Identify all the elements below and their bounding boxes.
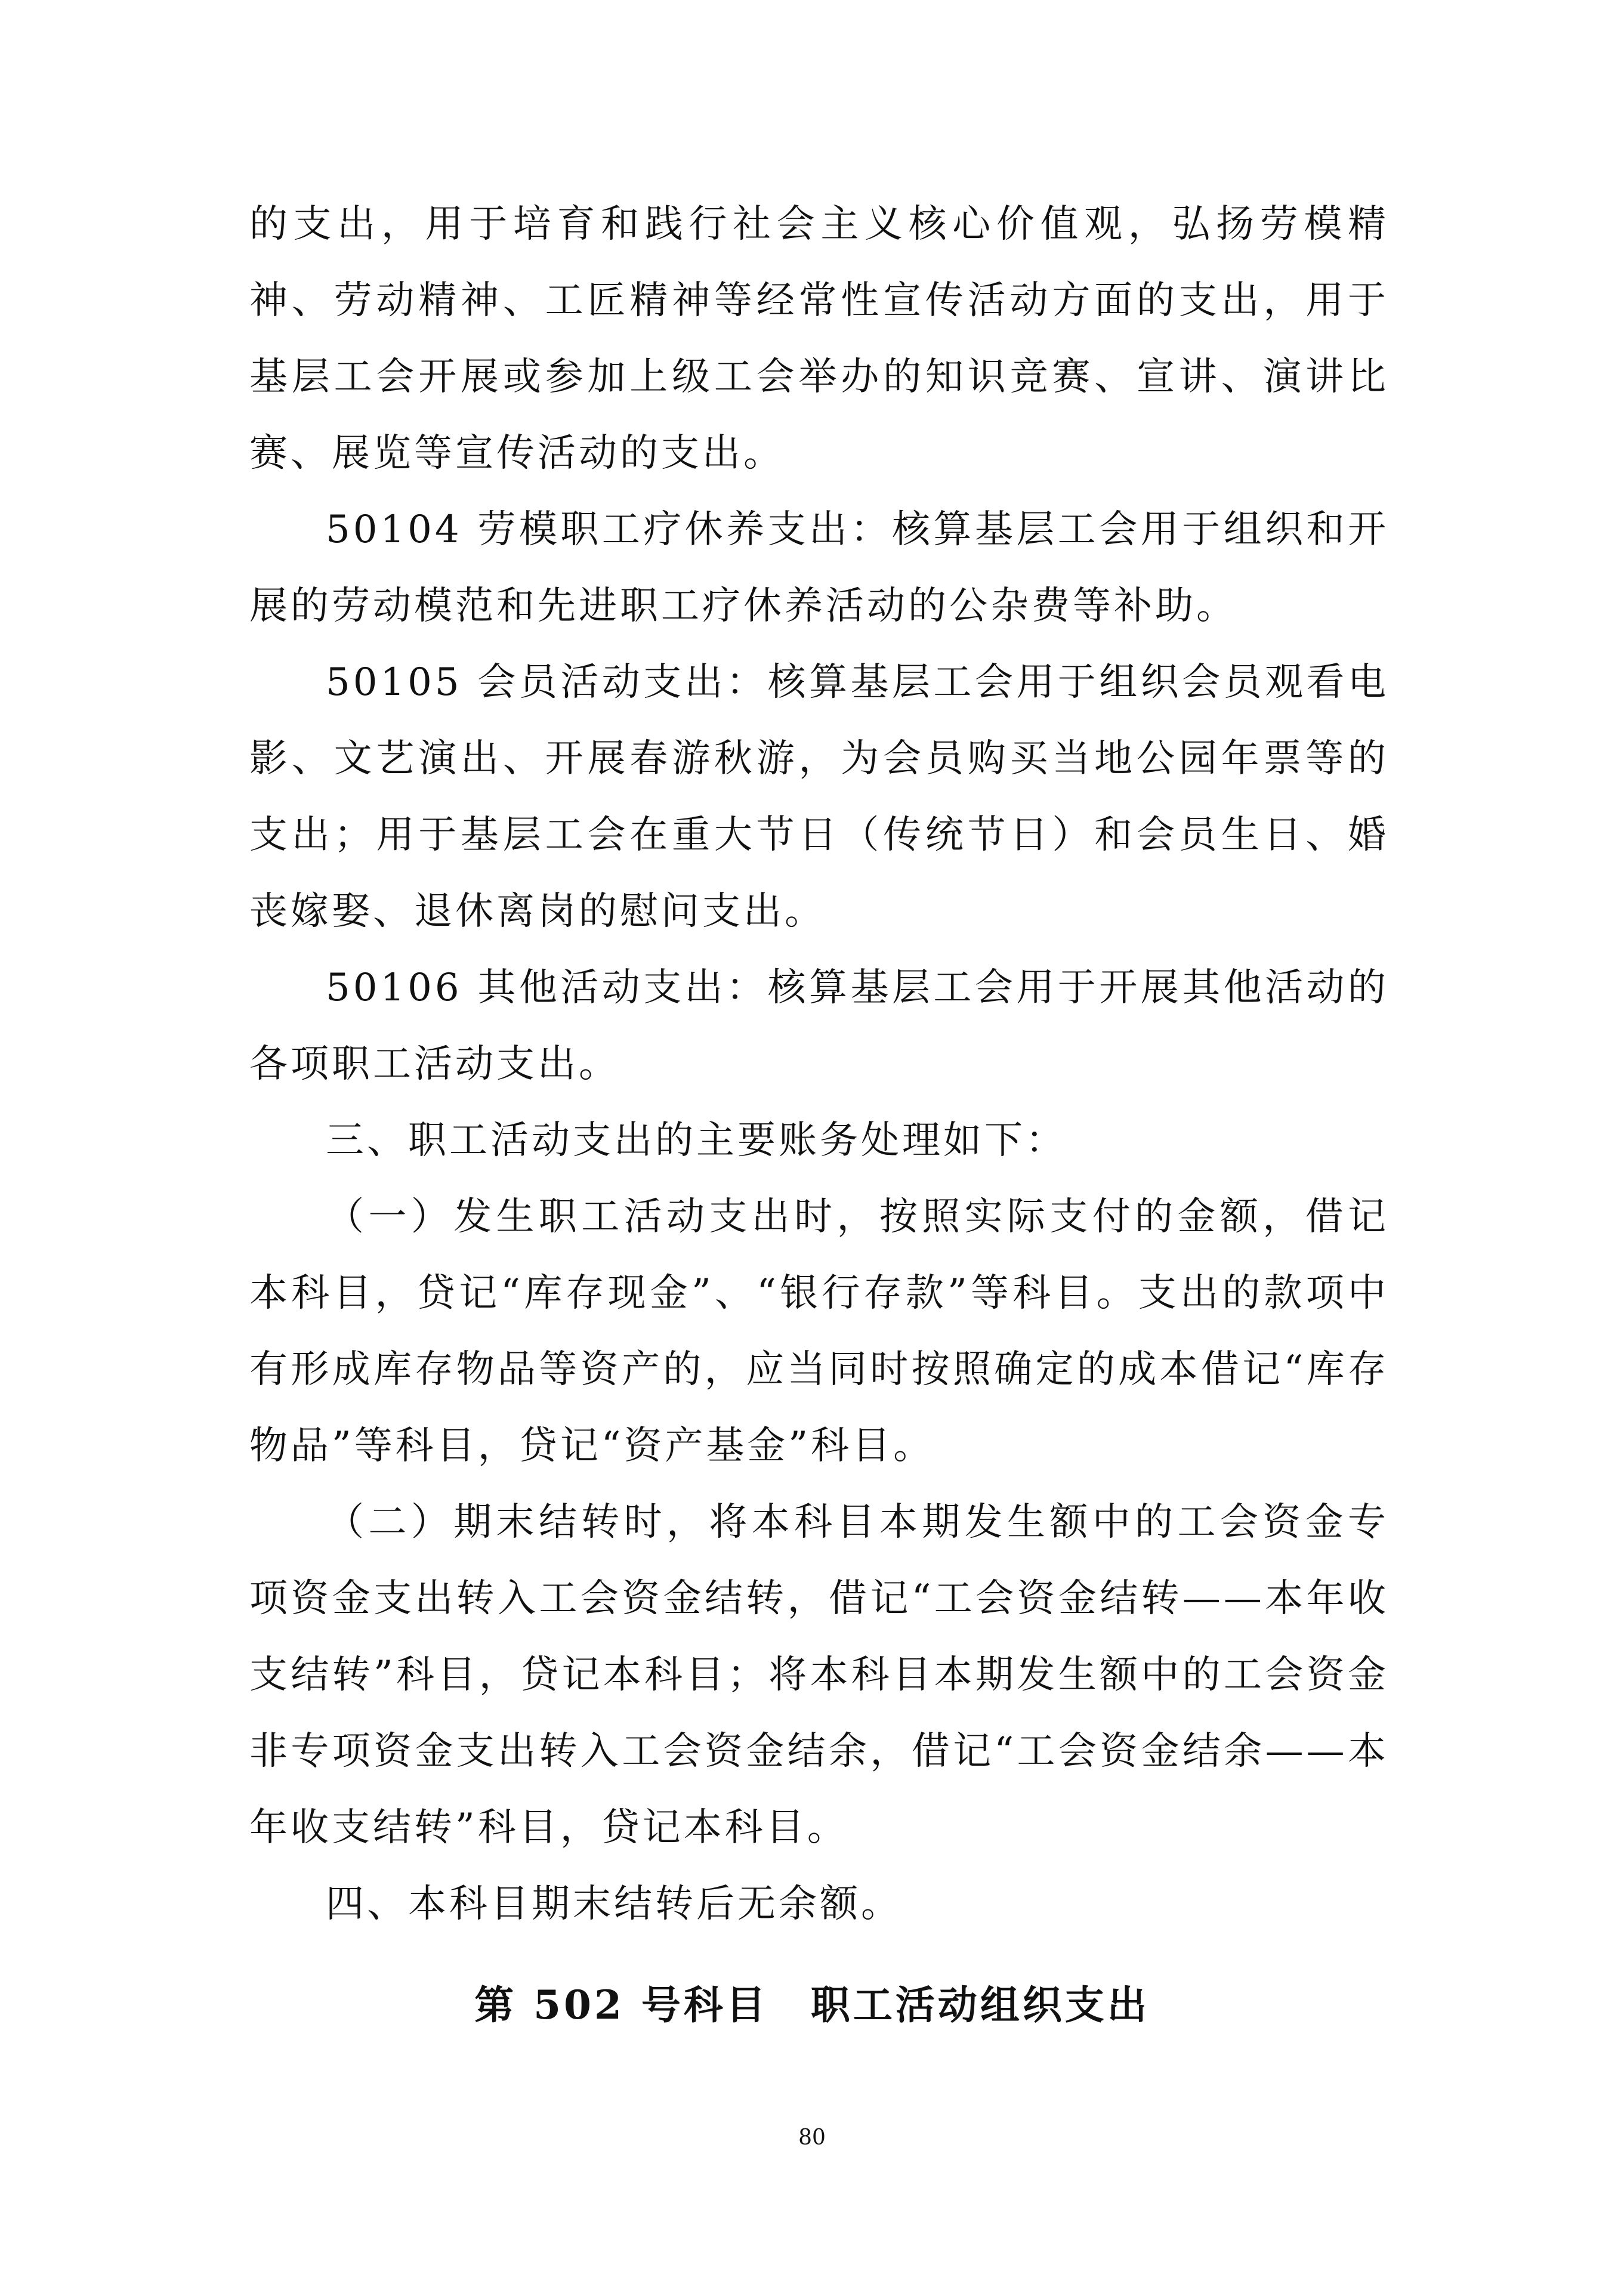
paragraph-50105: 50105 会员活动支出：核算基层工会用于组织会员观看电影、文艺演出、开展春游秋游，为会员购买当地公园年票等的支出；用于基层工会在重大节日（传统节日）和会员生日、婚丧嫁娶、退休离岗的慰问支出。 [249,660,1389,934]
paragraph-50104: 50104 劳模职工疗休养支出：核算基层工会用于组织和开展的劳动模范和先进职工疗休养活动的公杂费等补助。 [249,508,1389,628]
paragraph-section-three: 三、职工活动支出的主要账务处理如下： [326,1118,1067,1163]
paragraph-section-four: 四、本科目期末结转后无余额。 [326,1882,902,1926]
page-number: 80 [798,2125,826,2150]
paragraph-item-two: （二）期末结转时，将本科目本期发生额中的工会资金专项资金支出转入工会资金结转，借记“工会资金结转——本年收支结转”科目，贷记本科目；将本科目本期发生额中的工会资金非专项资金支出转入工会资金结余，借记“工会资金结余——本年收支结转”科目，贷记本科目。 [249,1500,1389,1850]
paragraph-continuation: 的支出，用于培育和践行社会主义核心价值观，弘扬劳模精神、劳动精神、工匠精神等经常性宣传活动方面的支出，用于基层工会开展或参加上级工会举办的知识竞赛、宣讲、演讲比赛、展览等宣传活动的支出。 [249,202,1389,475]
section-heading: 第 502 号科目 职工活动组织支出 [474,1982,1150,2028]
paragraph-50106: 50106 其他活动支出：核算基层工会用于开展其他活动的各项职工活动支出。 [249,966,1389,1086]
paragraph-item-one: （一）发生职工活动支出时，按照实际支付的金额，借记本科目，贷记“库存现金”、“银行存款”等科目。支出的款项中有形成库存物品等资产的，应当同时按照确定的成本借记“库存物品”等科目，贷记“资产基金”科目。 [249,1195,1389,1468]
